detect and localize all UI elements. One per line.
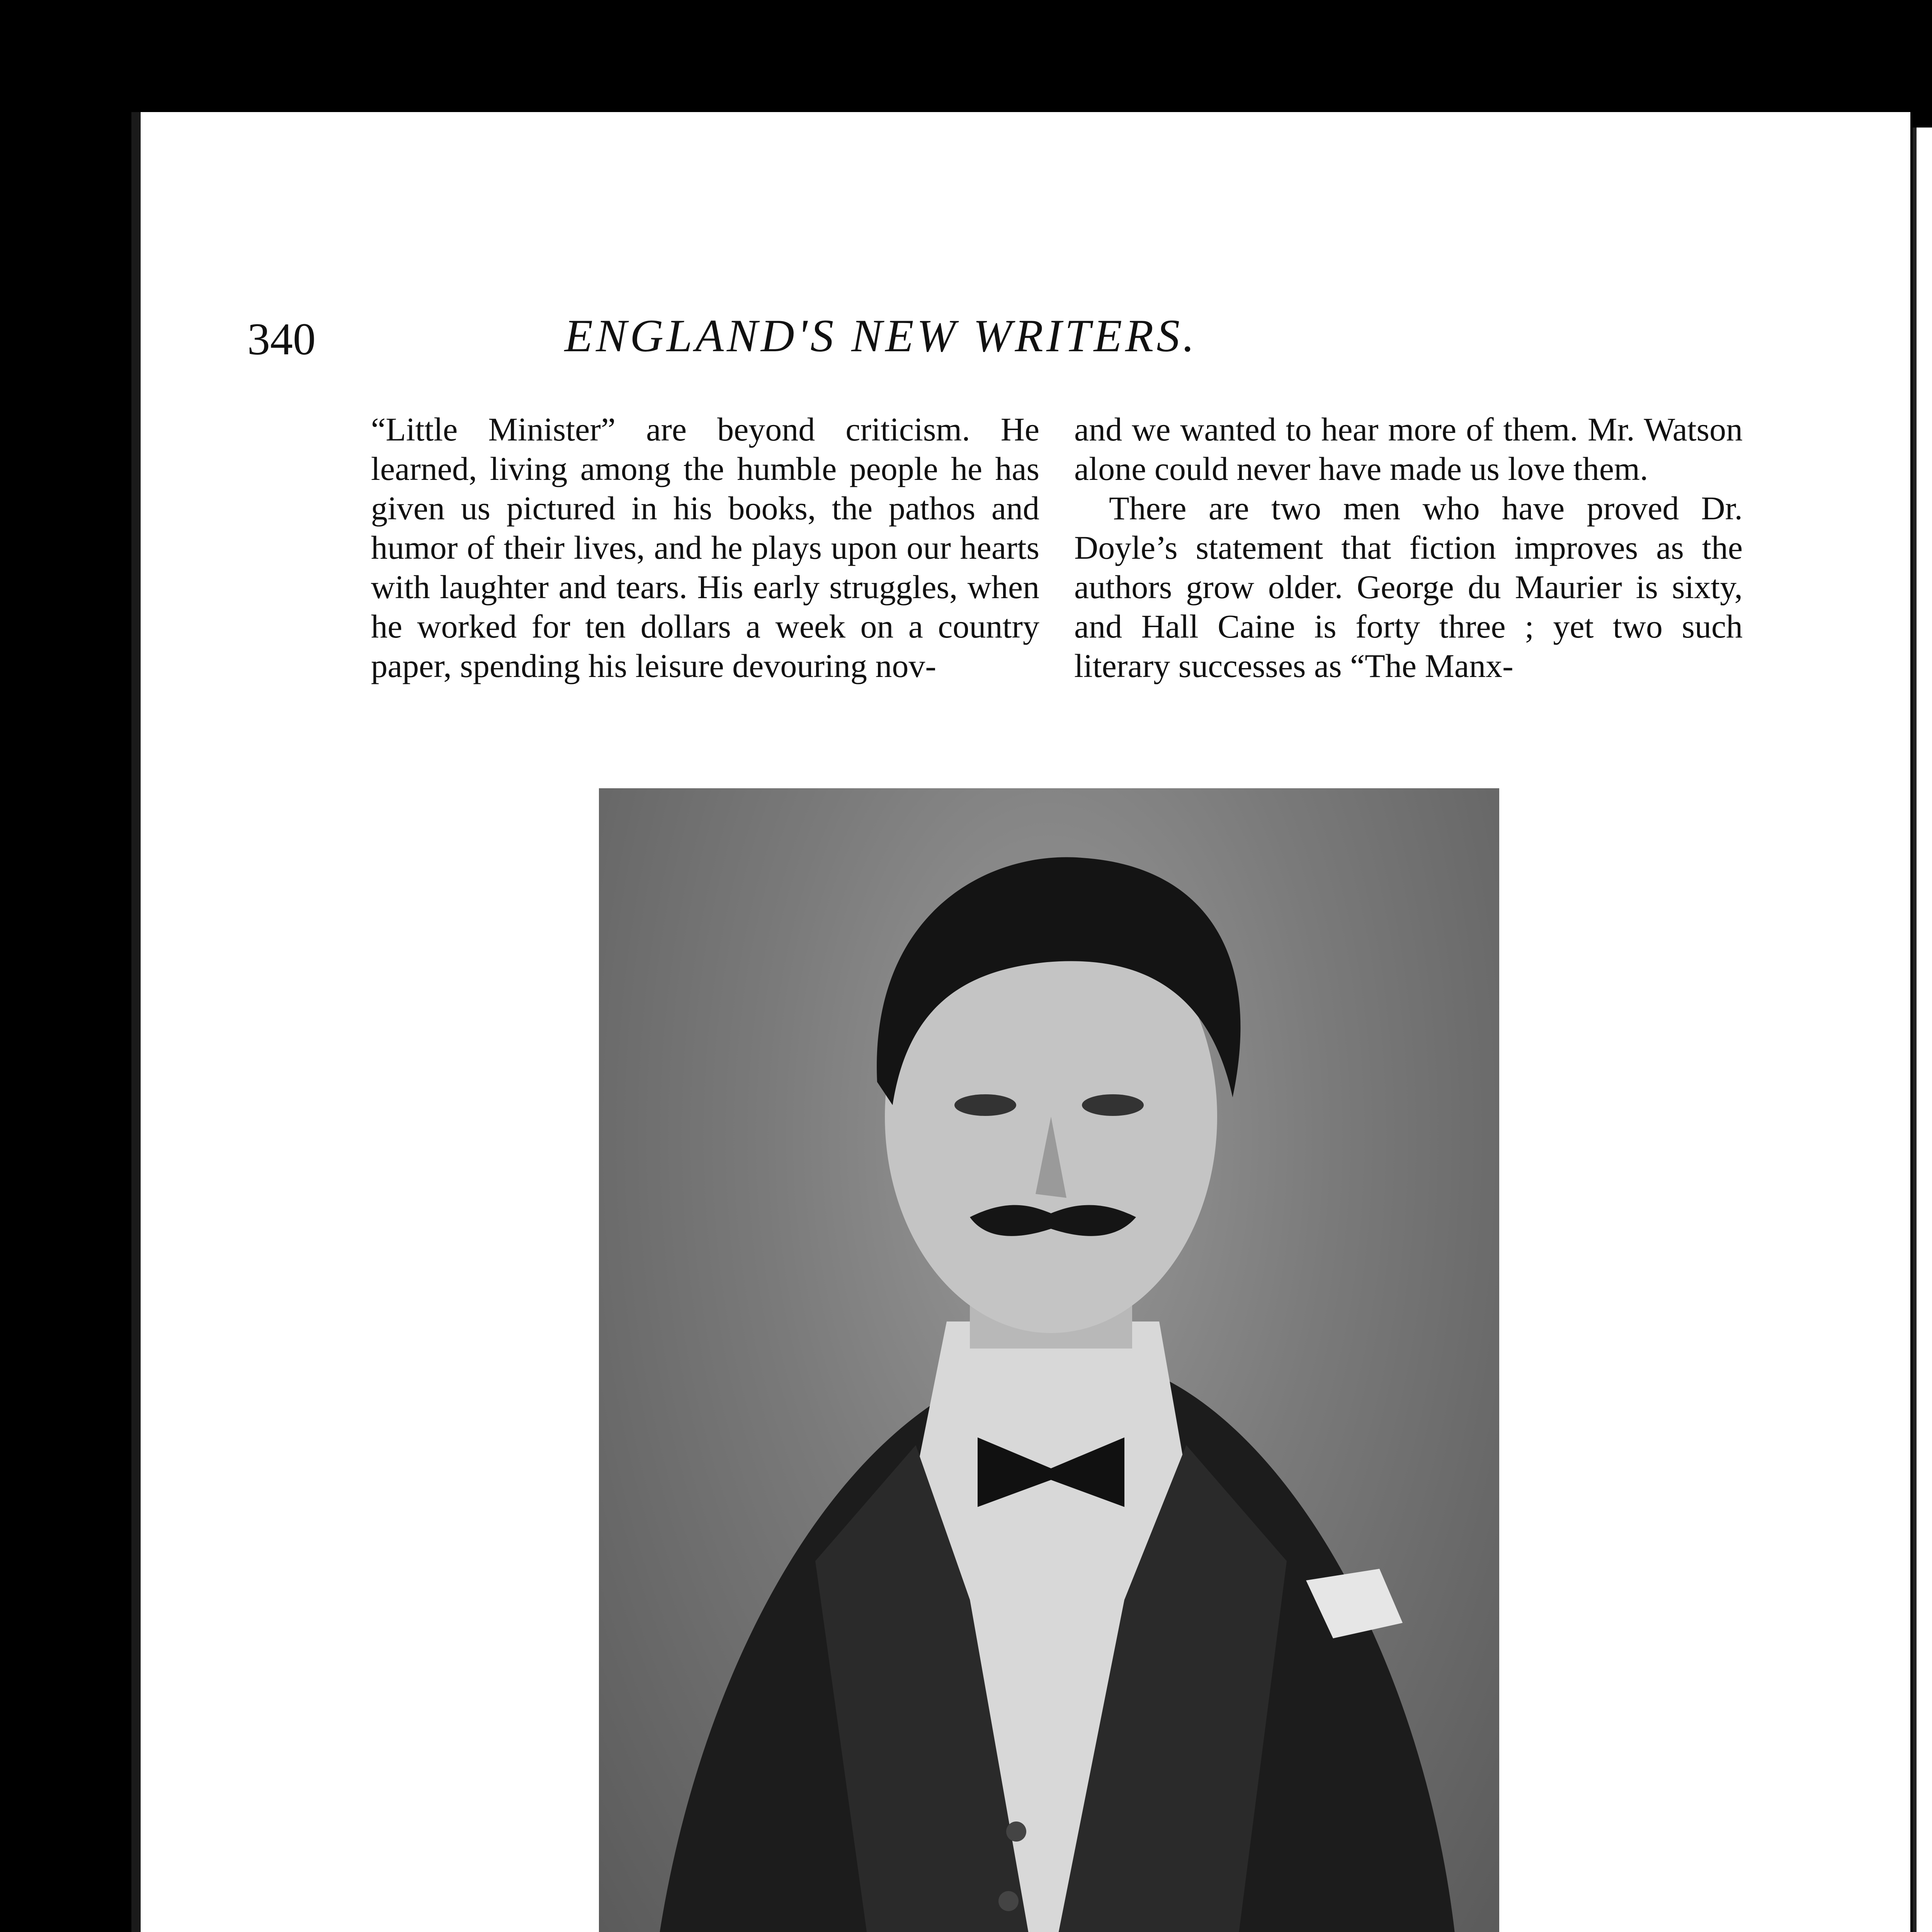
top-right-column — [1074, 410, 1743, 685]
top-left-column — [371, 410, 1039, 685]
portrait-photograph — [599, 788, 1499, 1932]
running-title: ENGLAND'S NEW WRITERS. — [564, 310, 1198, 361]
page-number: 340 — [247, 314, 316, 364]
paragraph: and we wanted to hear more of them. Mr. Watson alone could never have made us love them. — [1074, 411, 1743, 487]
page-header — [247, 305, 1515, 383]
paragraph: “Little Minister” are beyond criticism. He learned, living among the humble people he has given us pictured in his books, the pathos and humor of their lives, and he plays upon our hearts with laughter and tears. His early struggles, when he worked for ten dollars a week on a country paper, spending his leisure devouring nov- — [371, 411, 1039, 684]
portrait-illustration — [599, 788, 1499, 1932]
paragraph: There are two men who have proved Dr. Doyle’s statement that fiction improves as the authors grow older. George du Maurier is sixty, and Hall Caine is forty three ; yet two such literary successes as “The Manx- — [1074, 490, 1743, 684]
facing-page-edge — [1913, 128, 1932, 1932]
